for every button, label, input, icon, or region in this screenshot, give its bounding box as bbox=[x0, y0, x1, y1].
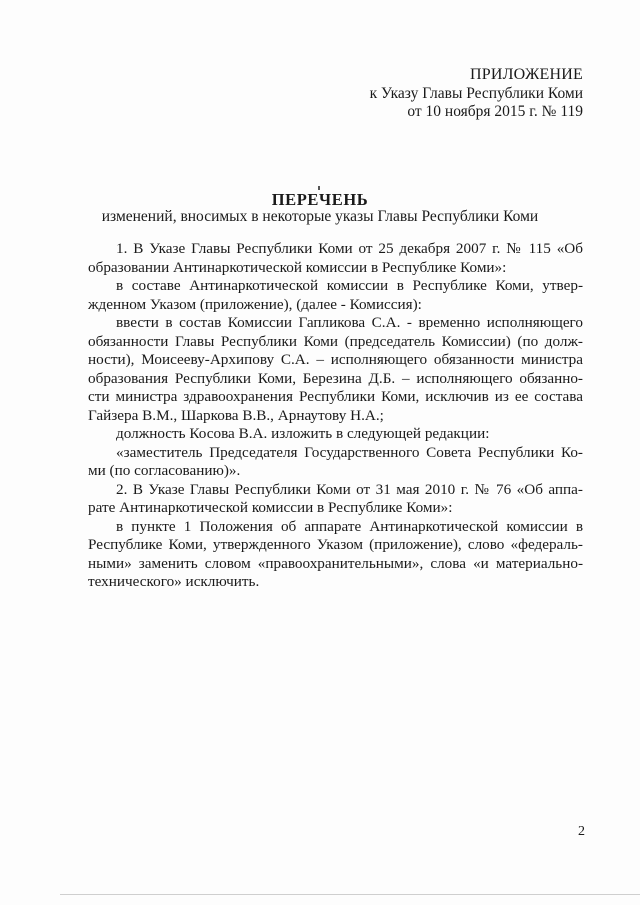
body-line: ввести в состав Комиссии Гапликова С.А. - временно исполняющего bbox=[116, 314, 583, 331]
body-line: Республике Коми, утвержденного Указом (приложение), слово «федераль- bbox=[88, 536, 583, 553]
body-line: рате Антинаркотической комиссии в Республике Коми»: bbox=[88, 499, 453, 516]
body-line: технического» исключить. bbox=[88, 573, 260, 590]
body-line: обязанности Главы Республики Коми (председатель Комиссии) (по долж- bbox=[88, 332, 583, 350]
body-line: жденном Указом (приложение), (далее - Комиссия): bbox=[88, 295, 422, 313]
body-line: ными» заменить словом «правоохранительными», слова «и материально- bbox=[88, 554, 583, 572]
body-line: 1. В Указе Главы Республики Коми от 25 декабря 2007 г. № 115 «Об bbox=[116, 240, 583, 257]
body-line: ности), Моисееву-Архипову С.А. – исполняющего обязанности министра bbox=[88, 351, 583, 368]
appendix-header bbox=[370, 66, 583, 122]
body-line: образования Республики Коми, Березина Д.Б. – исполняющего обязанно- bbox=[88, 369, 583, 387]
document-subtitle: изменений, вносимых в некоторые указы Главы Республики Коми bbox=[101, 208, 539, 225]
body-line: «заместитель Председателя Государственного Совета Республики Ко- bbox=[116, 443, 583, 461]
document-body bbox=[88, 240, 583, 592]
appendix-heading: ПРИЛОЖЕНИЕ bbox=[469, 66, 583, 83]
scan-edge-line bbox=[60, 894, 640, 895]
document-title: ПЕРЕЧЕНЬ bbox=[271, 190, 369, 209]
body-line: 2. В Указе Главы Республики Коми от 31 мая 2010 г. № 76 «Об аппа- bbox=[116, 480, 583, 498]
body-line: ми (по согласованию)». bbox=[88, 462, 241, 479]
body-line: образовании Антинаркотической комиссии в Республике Коми»: bbox=[88, 258, 507, 276]
body-line: в составе Антинаркотической комиссии в Республике Коми, утвер- bbox=[116, 277, 583, 294]
appendix-date-number: от 10 ноября 2015 г. № 119 bbox=[407, 103, 583, 120]
body-line: Гайзера В.М., Шаркова В.В., Арнаутову Н.А.; bbox=[88, 406, 384, 424]
page-number: 2 bbox=[578, 824, 585, 839]
appendix-reference: к Указу Главы Республики Коми bbox=[369, 84, 583, 102]
body-line: должность Косова В.А. изложить в следующей редакции: bbox=[116, 425, 490, 442]
body-line: в пункте 1 Положения об аппарате Антинаркотической комиссии в bbox=[116, 517, 583, 535]
body-line: сти министра здравоохранения Республики Коми, исключив из ее состава bbox=[88, 388, 583, 405]
